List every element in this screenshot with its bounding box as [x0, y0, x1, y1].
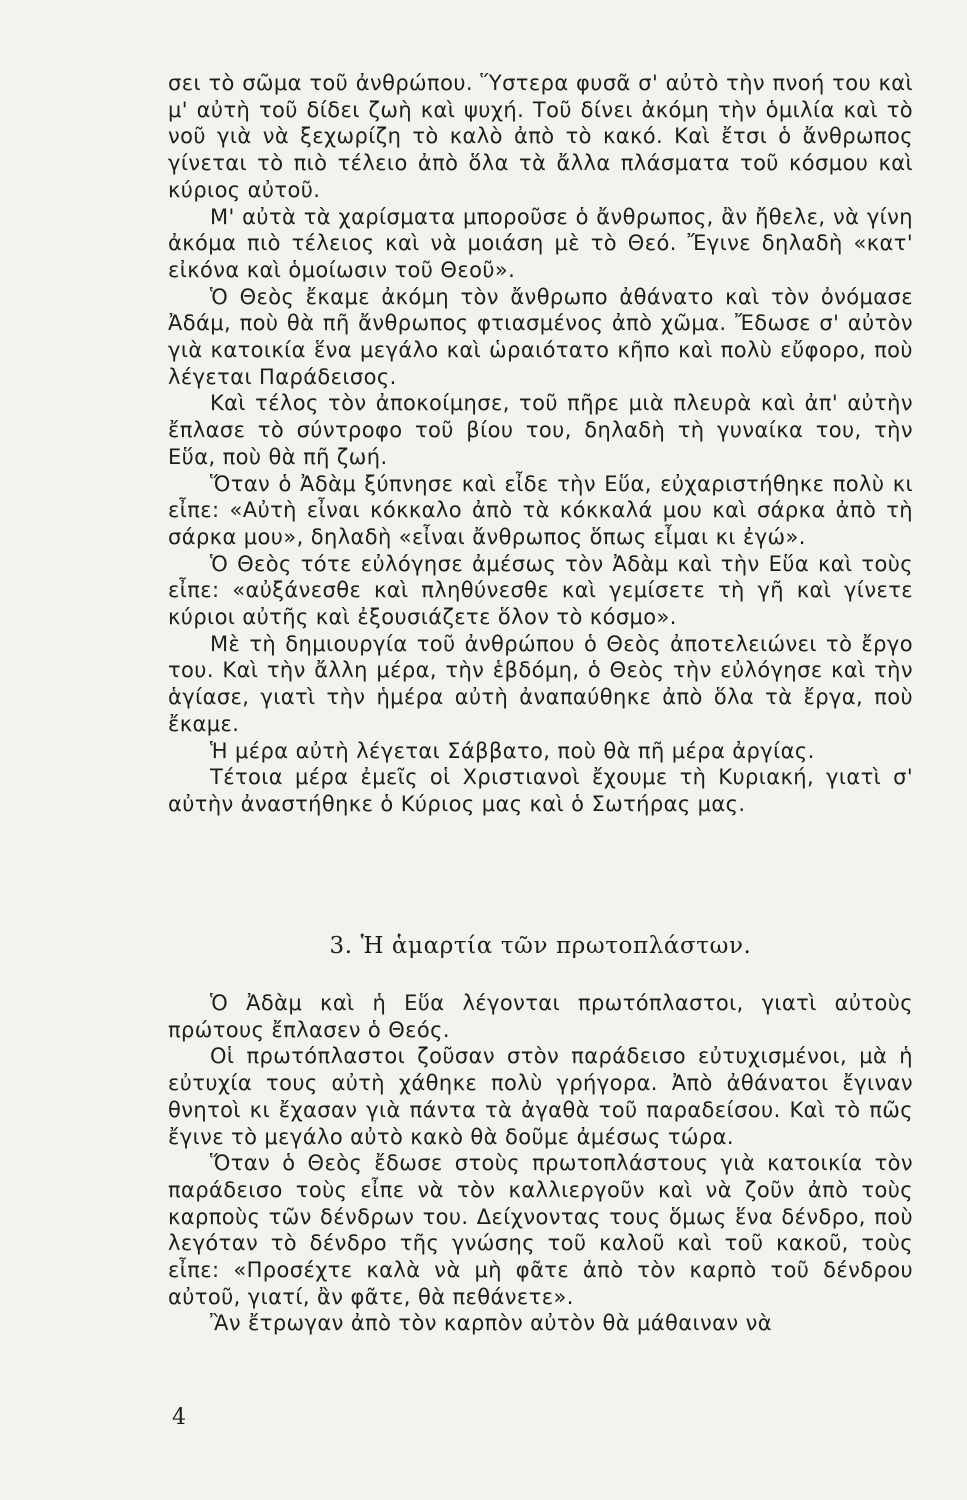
paragraph: Μ' αὐτὰ τὰ χαρίσματα μποροῦσε ὁ ἄνθρωπος, ἂν ἤθελε, νὰ γίνη ἀκόμα πιὸ τέλειος καὶ νὰ μοιάση μὲ τὸ Θεό. Ἔγινε δηλαδὴ «κατ' εἰκόνα καὶ ὁμοίωσιν τοῦ Θεοῦ». [168, 204, 913, 282]
section-heading: 3. Ἡ ἁμαρτία τῶν πρωτοπλάστων. [329, 933, 752, 959]
paragraph: σει τὸ σῶμα τοῦ ἀνθρώπου. Ὕστερα φυσᾶ σ' αὐτὸ τὴν πνοή του καὶ μ' αὐτὴ τοῦ δίδει ζωὴ καὶ ψυχή. Τοῦ δίνει ἀκόμη τὴν ὁμιλία καὶ τὸ νοῦ γιὰ νὰ ξεχωρίζη τὸ καλὸ ἀπὸ τὸ κακό. Καὶ ἔτσι ὁ ἄνθρωπος γίνεται τὸ πιὸ τέλειο ἀπὸ ὅλα τὰ ἄλλα πλάσματα τοῦ κόσμου καὶ κύριος αὐτοῦ. [168, 71, 913, 202]
paragraph: Ὁ Θεὸς τότε εὐλόγησε ἀμέσως τὸν Ἀδὰμ καὶ τὴν Εὕα καὶ τοὺς εἶπε: «αὐξάνεσθε καὶ πληθύνεσθε καὶ γεμίσετε τὴ γῆ καὶ γίνετε κύριοι αὐτῆς καὶ ἐξουσιάζετε ὅλον τὸ κόσμο». [168, 551, 913, 630]
paragraph: Ἂν ἔτρωγαν ἀπὸ τὸν καρπὸν αὐτὸν θὰ μάθαιναν νὰ [210, 1311, 772, 1336]
paragraph: Ὁ Ἀδὰμ καὶ ἡ Εὕα λέγονται πρωτόπλαστοι, γιατὶ αὐτοὺς πρώτους ἔπλασεν ὁ Θεός. [168, 991, 913, 1042]
paragraph: Μὲ τὴ δημιουργία τοῦ ἀνθρώπου ὁ Θεὸς ἀποτελειώνει τὸ ἔργο του. Καὶ τὴν ἄλλη μέρα, τὴν ἑβδόμη, ὁ Θεὸς τὴν εὐλόγησε καὶ τὴν ἁγίασε, γιατὶ τὴν ἡμέρα αὐτὴ ἀναπαύθηκε ἀπὸ ὅλα τὰ ἔργα, ποὺ ἔκαμε. [168, 631, 913, 736]
paragraph: Τέτοια μέρα ἐμεῖς οἱ Χριστιανοὶ ἔχουμε τὴ Κυριακή, γιατὶ σ' αὐτὴν ἀναστήθηκε ὁ Κύριος μας καὶ ὁ Σωτήρας μας. [168, 765, 913, 816]
body-text-top [168, 70, 913, 818]
paragraph: Οἱ πρωτόπλαστοι ζοῦσαν στὸν παράδεισο εὐτυχισμένοι, μὰ ἡ εὐτυχία τους αὐτὴ χάθηκε πολὺ γρήγορα. Ἀπὸ ἀθάνατοι ἔγιναν θνητοὶ κι ἔχασαν γιὰ πάντα τὰ ἀγαθὰ τοῦ παραδείσου. Καὶ τὸ πῶς ἔγινε τὸ μεγάλο αὐτὸ κακὸ θὰ δοῦμε ἀμέσως τώρα. [168, 1044, 913, 1149]
paragraph: Καὶ τέλος τὸν ἀποκοίμησε, τοῦ πῆρε μιὰ πλευρὰ καὶ ἀπ' αὐτὴν ἔπλασε τὸ σύντροφο τοῦ βίου του, δηλαδὴ τὴ γυναίκα του, τὴν Εὕα, ποὺ θὰ πῆ ζωή. [168, 391, 913, 469]
paragraph: Ὅταν ὁ Ἀδὰμ ξύπνησε καὶ εἶδε τὴν Εὕα, εὐχαριστήθηκε πολὺ κι εἶπε: «Αὐτὴ εἶναι κόκκαλο ἀπὸ τὰ κόκκαλά μου καὶ σάρκα ἀπὸ τὴ σάρκα μου», δηλαδὴ «εἶναι ἄνθρωπος ὅπως εἶμαι κι ἐγώ». [168, 471, 913, 549]
paragraph: Ἡ μέρα αὐτὴ λέγεται Σάββατο, ποὺ θὰ πῆ μέρα ἀργίας. [210, 738, 815, 763]
page-number: 4 [172, 1405, 186, 1430]
body-text-bottom [168, 990, 913, 1337]
paragraph: Ὅταν ὁ Θεὸς ἔδωσε στοὺς πρωτοπλάστους γιὰ κατοικία τὸν παράδεισο τοὺς εἶπε νὰ τὸν καλλιεργοῦν καὶ νὰ ζοῦν ἀπὸ τοὺς καρποὺς τῶν δένδρων του. Δείχνοντας τους ὅμως ἕνα δένδρο, ποὺ λεγόταν τὸ δένδρο τῆς γνώσης τοῦ καλοῦ καὶ τοῦ κακοῦ, τοὺς εἶπε: «Προσέχτε καλὰ νὰ μὴ φᾶτε ἀπὸ τὸν καρπὸ τοῦ δένδρου αὐτοῦ, γιατί, ἂν φᾶτε, θὰ πεθάνετε». [168, 1151, 913, 1309]
paragraph: Ὁ Θεὸς ἔκαμε ἀκόμη τὸν ἄνθρωπο ἀθάνατο καὶ τὸν ὀνόμασε Ἀδάμ, ποὺ θὰ πῆ ἄνθρωπος φτιασμένος ἀπὸ χῶμα. Ἔδωσε σ' αὐτὸν γιὰ κατοικία ἕνα μεγάλο καὶ ὡραιότατο κῆπο καὶ πολὺ εὔφορο, ποὺ λέγεται Παράδεισος. [168, 284, 913, 389]
